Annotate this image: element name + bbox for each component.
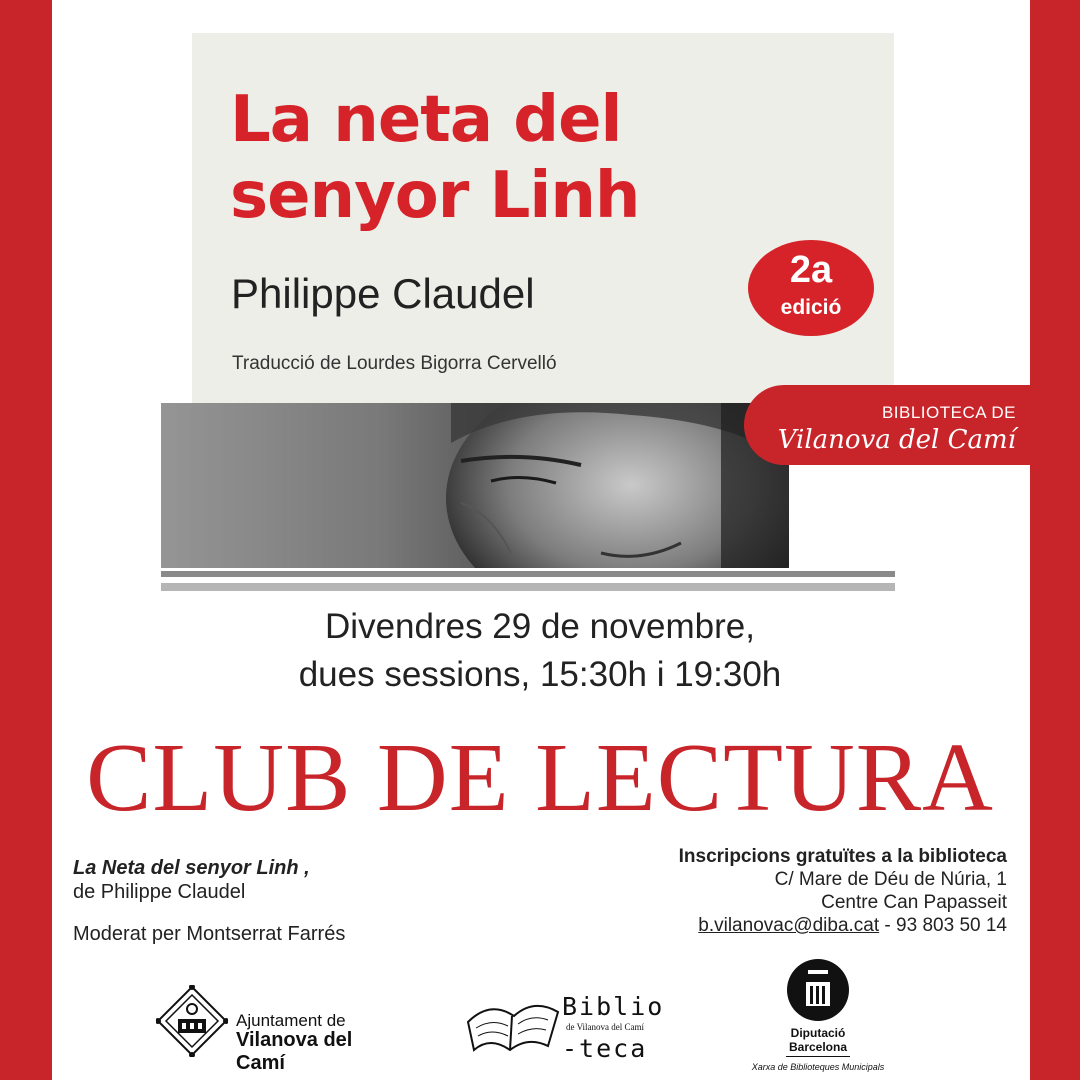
- cover-author: Philippe Claudel: [231, 270, 535, 317]
- diputacio-line1: Diputació: [790, 1026, 846, 1040]
- cover-translator: Traducció de Lourdes Bigorra Cervelló: [232, 353, 557, 374]
- contact-line: [679, 914, 1007, 937]
- book-title: La Neta del senyor Linh ,: [73, 857, 310, 879]
- contact-info: [679, 845, 1007, 937]
- event-date: Divendres 29 de novembre,: [325, 607, 755, 646]
- library-tag: [744, 385, 1030, 465]
- face-photo-illustration: [161, 403, 789, 568]
- edition-number: 2a: [789, 249, 833, 291]
- ajuntament-line2: Vilanova del Camí: [236, 1029, 353, 1074]
- red-border-left: [0, 0, 52, 1080]
- contact-address: C/ Mare de Déu de Núria, 1: [774, 869, 1007, 890]
- diputacio-divider: [786, 1056, 850, 1057]
- cover-title-line1: La neta del: [230, 83, 622, 157]
- cover-photo: [161, 403, 789, 568]
- diputacio-logo: [728, 958, 908, 1076]
- edition-badge: [748, 240, 874, 336]
- contact-heading: Inscripcions gratuïtes a la biblioteca: [678, 846, 1007, 867]
- biblio-top: Biblio: [562, 992, 665, 1021]
- ajuntament-emblem-icon: [156, 985, 228, 1057]
- open-book-icon: [462, 992, 562, 1058]
- cover-title-line2: senyor Linh: [230, 159, 640, 233]
- diputacio-caption: Xarxa de Biblioteques Municipals: [751, 1062, 885, 1072]
- biblio-sub: de Vilanova del Camí: [566, 1022, 645, 1032]
- cover-title: [230, 82, 639, 234]
- edition-word: edició: [780, 296, 842, 319]
- book-author: de Philippe Claudel: [73, 881, 246, 903]
- biblio-bottom: -teca: [562, 1034, 648, 1063]
- red-border-right: [1030, 0, 1080, 1080]
- stripe-decoration: [161, 583, 895, 591]
- ajuntament-line1: Ajuntament de: [236, 1011, 346, 1030]
- contact-separator: -: [879, 915, 897, 936]
- library-tag-name: Vilanova del Camí: [777, 425, 1016, 455]
- stripe-decoration: [161, 571, 895, 577]
- biblioteca-logo: [462, 992, 665, 1063]
- phone-number: 93 803 50 14: [896, 915, 1007, 936]
- diputacio-shield-icon: [786, 958, 850, 1022]
- contact-venue: Centre Can Papasseit: [821, 892, 1007, 913]
- event-sessions: dues sessions, 15:30h i 19:30h: [298, 655, 782, 694]
- email-link[interactable]: b.vilanovac@diba.cat: [698, 915, 880, 936]
- ajuntament-logo: [156, 985, 396, 1074]
- moderator: Moderat per Montserrat Farrés: [73, 923, 346, 945]
- book-info: [73, 856, 310, 904]
- diputacio-line2: Barcelona: [788, 1040, 848, 1054]
- event-headline: CLUB DE LECTURA: [86, 724, 994, 832]
- library-tag-top: BIBLIOTECA DE: [881, 403, 1016, 422]
